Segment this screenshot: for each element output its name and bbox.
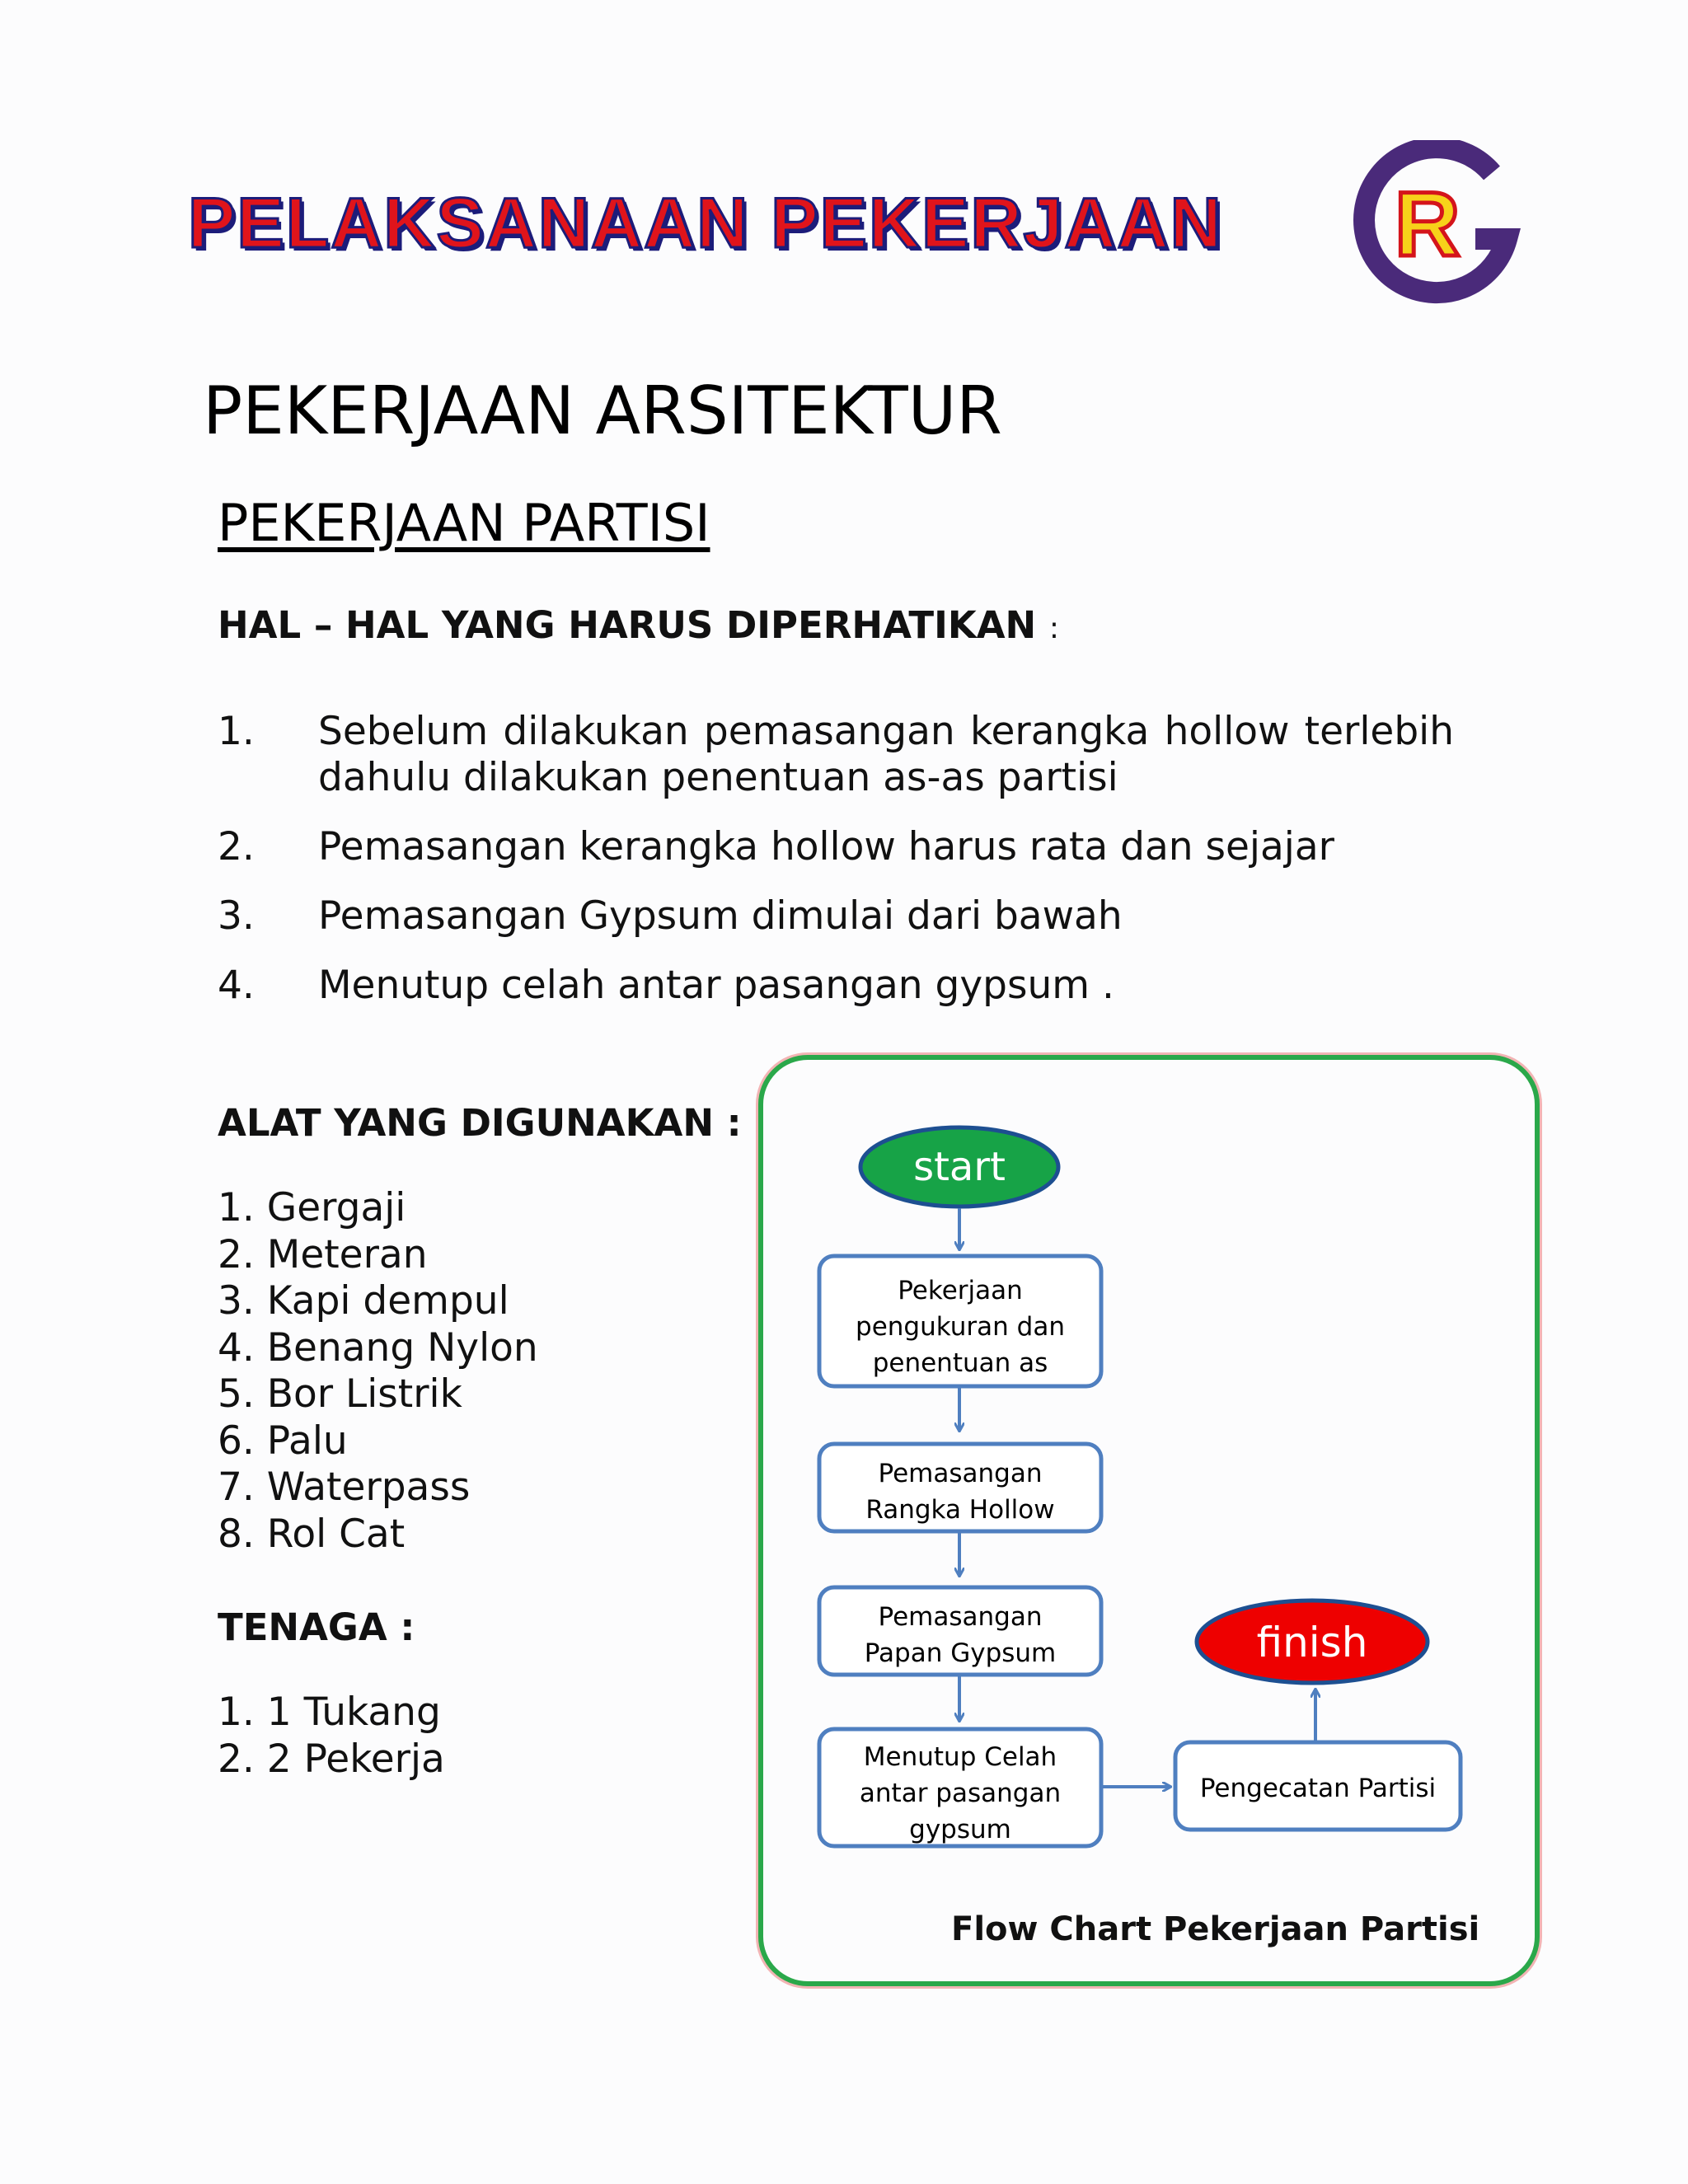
process-step-text: penentuan as [872,1348,1048,1378]
process-step-text: Pemasangan [878,1459,1043,1488]
list-item-text: Pemasangan Gypsum dimulai dari bawah [318,893,1123,939]
list-item: 1. Gergaji [218,1185,406,1230]
finish-label: finish [1256,1619,1368,1666]
crew-list [218,1690,445,1783]
notes-heading-text: HAL – HAL YANG HARUS DIPERHATIKAN [218,603,1037,647]
process-step-text: Pemasangan [878,1602,1043,1632]
crew-heading: TENAGA : [218,1605,415,1649]
process-step-text: Pengecatan Partisi [1199,1774,1437,1803]
list-item-number: 1. [218,709,255,754]
notes-list [218,709,1454,1032]
list-item: 8. Rol Cat [218,1511,406,1557]
notes-heading-colon: : [1048,612,1060,645]
list-item: 7. Waterpass [218,1465,471,1510]
list-item: 6. Palu [218,1418,348,1464]
process-step-text: Menutup Celah [863,1742,1057,1772]
list-item-number: 3. [218,893,255,939]
process-step-text: antar pasangan [859,1779,1062,1808]
tools-list [218,1185,538,1558]
list-item-text: dahulu dilakukan penentuan as-as partisi [318,755,1118,800]
process-step-text: Rangka Hollow [865,1495,1055,1525]
list-item: 2. 2 Pekerja [218,1736,445,1782]
flowchart [758,1055,1540,1986]
page-title: PEKERJAAN ARSITEKTUR [203,373,1002,449]
company-logo [1352,140,1525,313]
process-step-text: pengukuran dan [856,1312,1065,1342]
process-step-text: gypsum [909,1815,1011,1844]
list-item-number: 2. [218,824,255,869]
list-item [218,963,1454,1009]
list-item: 5. Bor Listrik [218,1371,462,1417]
flowchart-caption: Flow Chart Pekerjaan Partisi [951,1910,1480,1948]
list-item-number: 4. [218,963,255,1008]
list-item-text: Menutup celah antar pasangan gypsum . [318,963,1114,1008]
list-item: 2. Meteran [218,1231,428,1277]
banner-title: PELAKSANAAN PEKERJAAN [188,184,1223,263]
start-label: start [913,1144,1006,1190]
list-item [218,893,1454,940]
list-item-text: Pemasangan kerangka hollow harus rata dan sejajar [318,824,1334,869]
list-item-text: Sebelum dilakukan pemasangan kerangka hollow terlebih [318,709,1454,754]
list-item [218,709,1454,801]
section-subtitle: PEKERJAAN PARTISI [218,493,710,553]
notes-heading [218,603,1059,647]
list-item: 4. Benang Nylon [218,1324,538,1371]
list-item: 1. 1 Tukang [218,1690,441,1735]
svg-text:R: R [1395,174,1461,275]
list-item: 3. Kapi dempul [218,1278,509,1324]
tools-heading: ALAT YANG DIGUNAKAN : [218,1101,742,1145]
process-step-text: Papan Gypsum [864,1638,1057,1668]
list-item [218,824,1454,870]
process-step-text: Pekerjaan [898,1276,1023,1305]
